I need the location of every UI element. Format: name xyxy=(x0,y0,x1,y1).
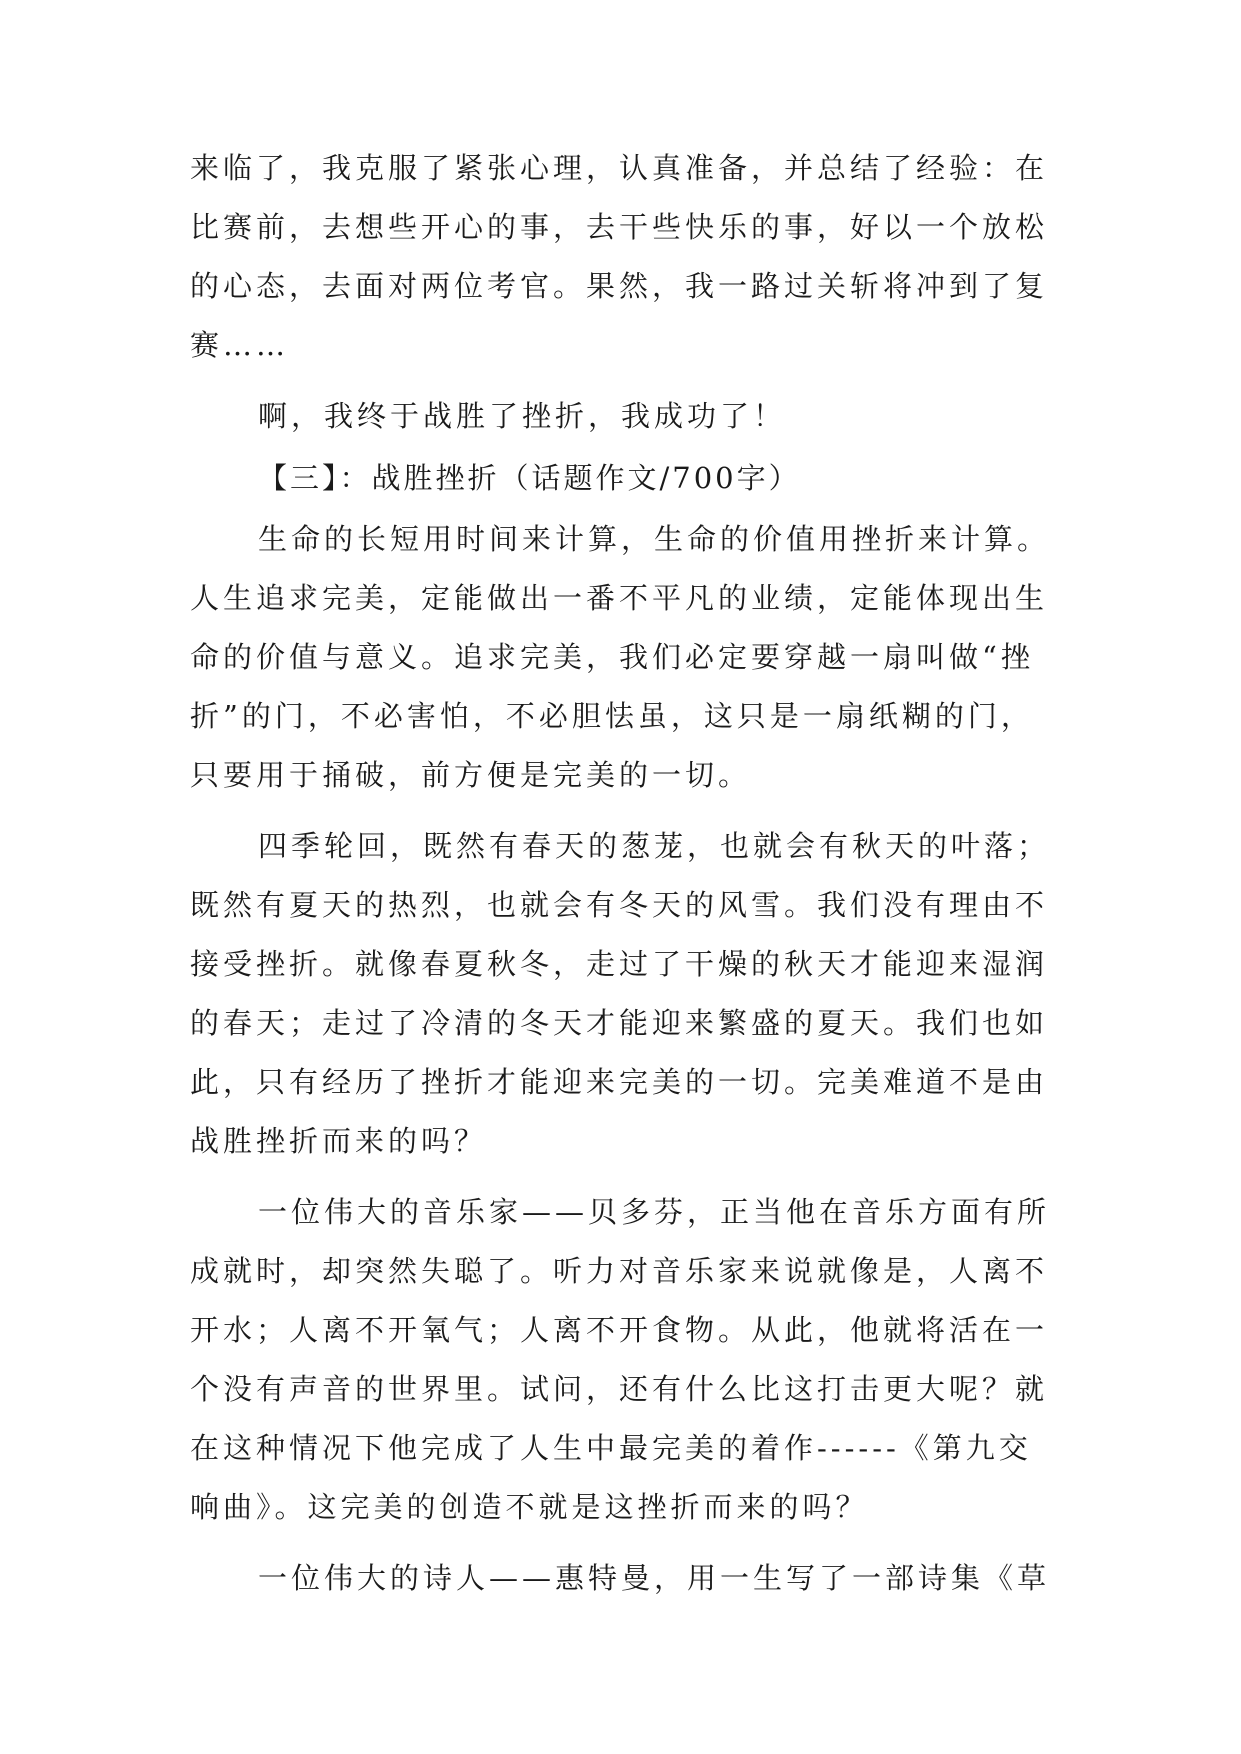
text-line: 一位伟大的诗人——惠特曼，用一生写了一部诗集《草 xyxy=(258,1561,1051,1595)
text-line: 响曲》。这完美的创造不就是这挫折而来的吗？ xyxy=(190,1490,869,1524)
text-line: 成就时，却突然失聪了。听力对音乐家来说就像是，人离不 xyxy=(190,1254,1049,1288)
text-line: 啊，我终于战胜了挫折，我成功了！ xyxy=(258,399,787,433)
text-line: 此，只有经历了挫折才能迎来完美的一切。完美难道不是由 xyxy=(190,1065,1049,1099)
section-heading: 【三】：战胜挫折（话题作文/700字） xyxy=(258,461,801,495)
text-line: 折”的门，不必害怕，不必胆怯虽，这只是一扇纸糊的门， xyxy=(190,699,1034,733)
text-line: 接受挫折。就像春夏秋冬，走过了干燥的秋天才能迎来湿润 xyxy=(190,947,1049,981)
text-line: 的春天；走过了冷清的冬天才能迎来繁盛的夏天。我们也如 xyxy=(190,1006,1049,1040)
text-line: 战胜挫折而来的吗？ xyxy=(190,1124,488,1158)
text-line: 一位伟大的音乐家——贝多芬，正当他在音乐方面有所 xyxy=(258,1195,1051,1229)
text-line: 四季轮回，既然有春天的葱茏，也就会有秋天的叶落； xyxy=(258,829,1051,863)
text-line: 在这种情况下他完成了人生中最完美的着作------《第九交 xyxy=(190,1431,1032,1465)
text-line: 赛…… xyxy=(190,328,290,362)
text-line: 只要用于捅破，前方便是完美的一切。 xyxy=(190,758,752,792)
text-line: 开水；人离不开氧气；人离不开食物。从此，他就将活在一 xyxy=(190,1313,1049,1347)
text-line: 人生追求完美，定能做出一番不平凡的业绩，定能体现出生 xyxy=(190,581,1049,615)
text-line: 生命的长短用时间来计算，生命的价值用挫折来计算。 xyxy=(258,522,1051,556)
text-line: 的心态，去面对两位考官。果然，我一路过关斩将冲到了复 xyxy=(190,269,1049,303)
text-line: 个没有声音的世界里。试问，还有什么比这打击更大呢？就 xyxy=(190,1372,1049,1406)
text-line: 比赛前，去想些开心的事，去干些快乐的事，好以一个放松 xyxy=(190,210,1049,244)
text-line: 来临了，我克服了紧张心理，认真准备，并总结了经验：在 xyxy=(190,151,1049,185)
text-line: 既然有夏天的热烈，也就会有冬天的风雪。我们没有理由不 xyxy=(190,888,1049,922)
text-line: 命的价值与意义。追求完美，我们必定要穿越一扇叫做“挫 xyxy=(190,640,1034,674)
